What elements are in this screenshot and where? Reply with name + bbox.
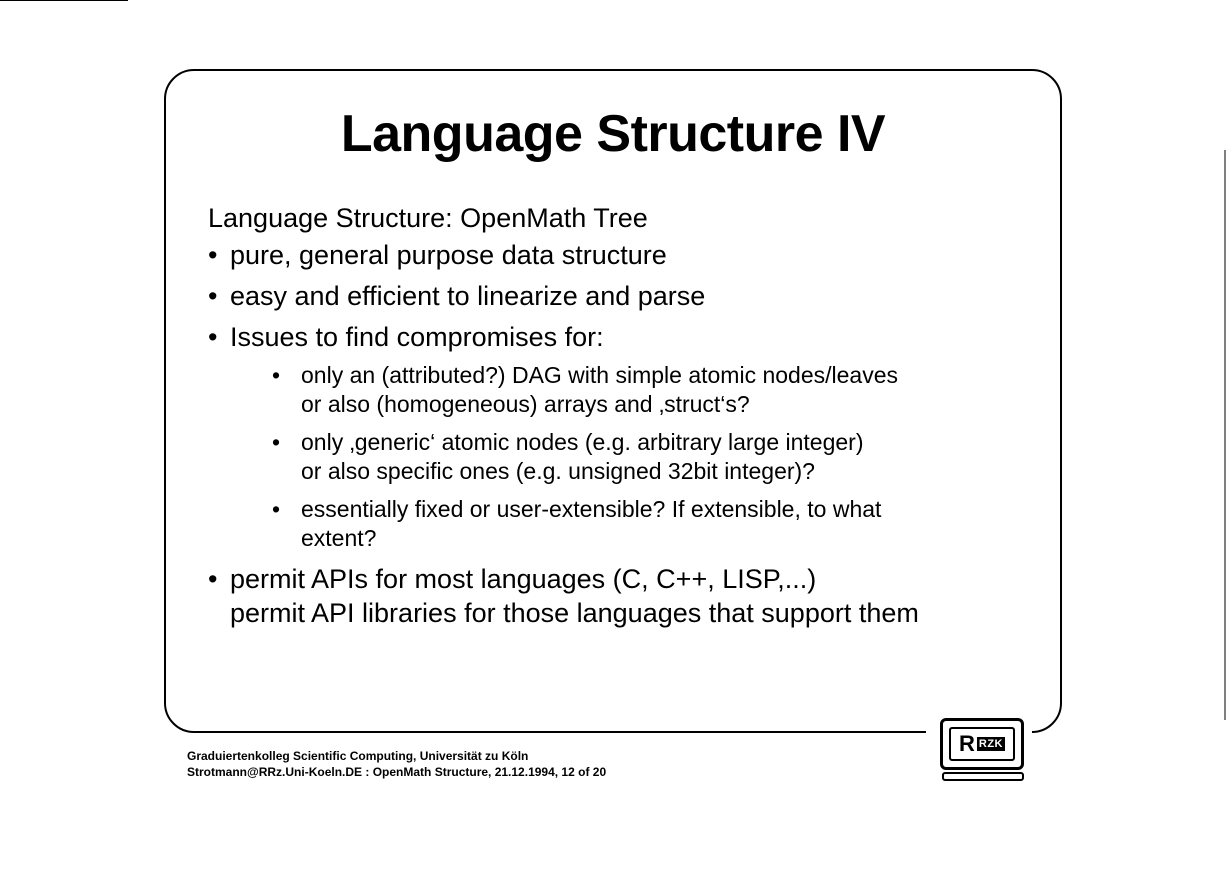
sub-bullet-text: only an (attributed?) DAG with simple atomic nodes/leaves xyxy=(301,362,899,388)
bullet-dot: • xyxy=(208,281,218,311)
bullet-dot: • xyxy=(208,564,218,594)
sub-bullet-text: only ‚generic‘ atomic nodes (e.g. arbitrary large integer) xyxy=(301,429,864,455)
sub-bullet-item xyxy=(272,495,1028,553)
logo-screen xyxy=(949,727,1015,761)
rrzk-logo xyxy=(940,718,1024,770)
sub-bullet-text: extent? xyxy=(301,525,377,551)
sub-bullet-item xyxy=(272,361,1028,419)
sub-bullet-dot: • xyxy=(272,362,281,388)
sub-bullet-dot: • xyxy=(272,496,281,522)
logo-keyboard xyxy=(942,772,1024,781)
bullet-dot: • xyxy=(208,240,218,270)
slide-title: Language Structure IV xyxy=(340,105,886,163)
bullet-text: permit APIs for most languages (C, C++, LISP,...) xyxy=(230,564,817,594)
sub-bullet-item xyxy=(272,428,1028,486)
bullet-dot: • xyxy=(208,322,218,352)
logo-text: RZK xyxy=(978,738,1003,750)
bullet-item xyxy=(208,562,1028,630)
bullet-text: pure, general purpose data structure xyxy=(230,240,667,270)
sub-bullet-list xyxy=(208,361,1028,553)
sub-bullet-text: essentially fixed or user-extensible? If extensible, to what xyxy=(301,496,882,522)
footer-line-institution: Graduiertenkolleg Scientific Computing, Universität zu Köln xyxy=(187,749,529,763)
logo-letter: R xyxy=(959,731,975,756)
slide-content xyxy=(208,198,1028,637)
scan-edge-mark-right xyxy=(1224,150,1226,720)
sub-bullet-dot: • xyxy=(272,429,281,455)
sub-bullet-text: or also (homogeneous) arrays and ‚struct‘s? xyxy=(301,391,750,417)
bullet-item xyxy=(208,279,1028,313)
bullet-text: permit API libraries for those languages that support them xyxy=(230,598,919,628)
footer-line-author: Strotmann@RRz.Uni-Koeln.DE : OpenMath Structure, 21.12.1994, 12 of 20 xyxy=(187,765,607,779)
bullet-item xyxy=(208,238,1028,272)
slide-heading: Language Structure: OpenMath Tree xyxy=(208,203,648,233)
slide-footer xyxy=(187,748,606,780)
sub-bullet-text: or also specific ones (e.g. unsigned 32bit integer)? xyxy=(301,458,815,484)
scan-edge-mark-top xyxy=(0,0,128,1)
bullet-item xyxy=(208,320,1028,354)
bullet-text: easy and efficient to linearize and parse xyxy=(230,281,706,311)
bullet-text: Issues to find compromises for: xyxy=(230,322,604,352)
